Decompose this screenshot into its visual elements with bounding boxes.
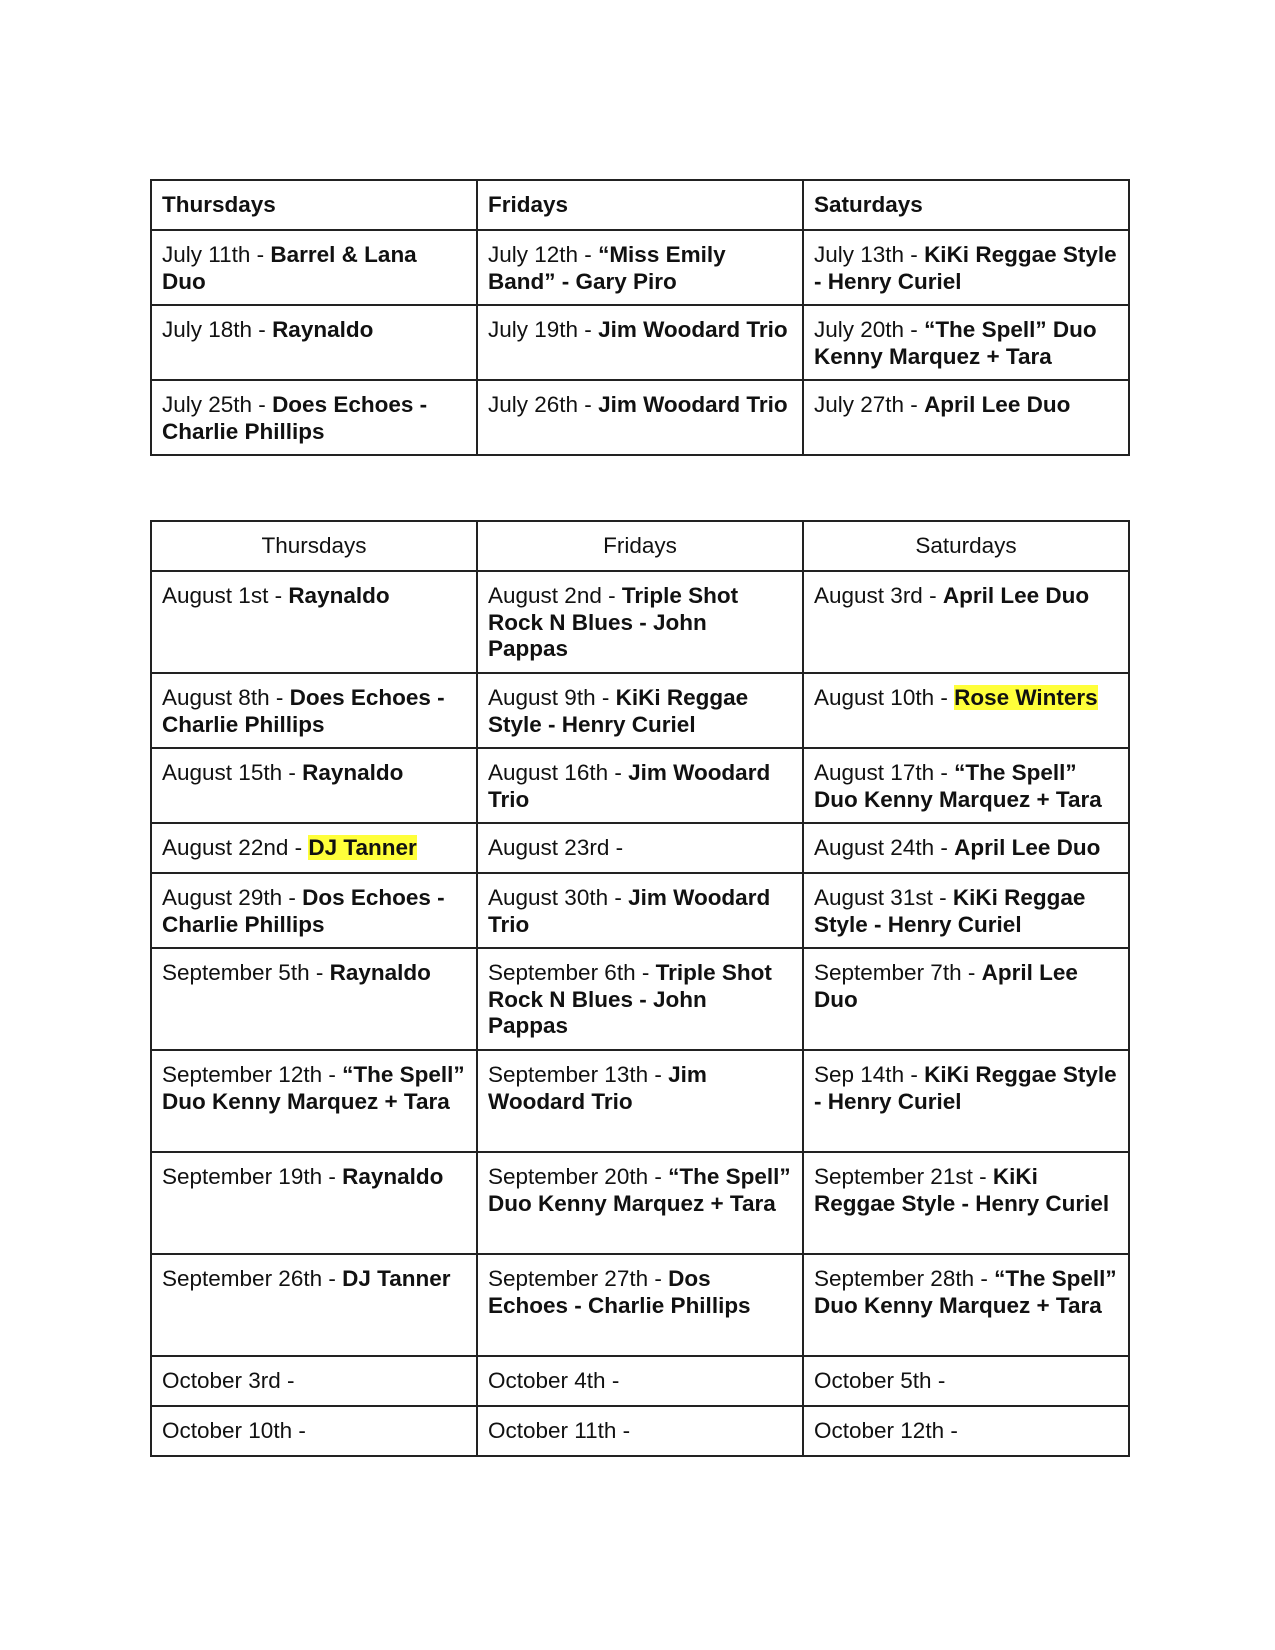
schedule-cell: October 11th - — [477, 1406, 803, 1456]
header-thursdays: Thursdays — [151, 521, 477, 571]
schedule-cell: July 20th - “The Spell” Duo Kenny Marquez + Tara — [803, 305, 1129, 380]
table-row — [151, 571, 1129, 673]
header-saturdays: Saturdays — [803, 180, 1129, 230]
table-row — [151, 673, 1129, 748]
schedule-cell: August 8th - Does Echoes - Charlie Phillips — [151, 673, 477, 748]
table-row — [151, 823, 1129, 873]
schedule-cell: August 16th - Jim Woodard Trio — [477, 748, 803, 823]
header-fridays: Fridays — [477, 180, 803, 230]
header-saturdays: Saturdays — [803, 521, 1129, 571]
schedule-cell: September 26th - DJ Tanner — [151, 1254, 477, 1356]
schedule-cell: August 24th - April Lee Duo — [803, 823, 1129, 873]
schedule-cell: September 5th - Raynaldo — [151, 948, 477, 1050]
schedule-cell: August 23rd - — [477, 823, 803, 873]
schedule-cell: July 12th - “Miss Emily Band” - Gary Piro — [477, 230, 803, 305]
header-thursdays: Thursdays — [151, 180, 477, 230]
schedule-cell: September 6th - Triple Shot Rock N Blues - John Pappas — [477, 948, 803, 1050]
august-october-schedule-table — [150, 520, 1130, 1457]
table-row — [151, 748, 1129, 823]
schedule-cell: October 12th - — [803, 1406, 1129, 1456]
table-row — [151, 230, 1129, 305]
schedule-cell: August 3rd - April Lee Duo — [803, 571, 1129, 673]
schedule-cell: July 18th - Raynaldo — [151, 305, 477, 380]
schedule-cell: September 19th - Raynaldo — [151, 1152, 477, 1254]
schedule-cell: Sep 14th - KiKi Reggae Style - Henry Curiel — [803, 1050, 1129, 1152]
schedule-cell: September 12th - “The Spell” Duo Kenny Marquez + Tara — [151, 1050, 477, 1152]
schedule-cell: August 31st - KiKi Reggae Style - Henry Curiel — [803, 873, 1129, 948]
table-row — [151, 1356, 1129, 1406]
schedule-cell: July 19th - Jim Woodard Trio — [477, 305, 803, 380]
schedule-cell: August 17th - “The Spell” Duo Kenny Marquez + Tara — [803, 748, 1129, 823]
table-row — [151, 948, 1129, 1050]
schedule-cell: October 3rd - — [151, 1356, 477, 1406]
schedule-cell: July 27th - April Lee Duo — [803, 380, 1129, 455]
table-row — [151, 1254, 1129, 1356]
schedule-cell: July 25th - Does Echoes - Charlie Phillips — [151, 380, 477, 455]
schedule-cell: August 9th - KiKi Reggae Style - Henry Curiel — [477, 673, 803, 748]
table-row — [151, 305, 1129, 380]
header-fridays: Fridays — [477, 521, 803, 571]
schedule-cell: July 11th - Barrel & Lana Duo — [151, 230, 477, 305]
table-row — [151, 1050, 1129, 1152]
schedule-cell: August 10th - Rose Winters — [803, 673, 1129, 748]
schedule-cell: October 10th - — [151, 1406, 477, 1456]
schedule-cell: September 13th - Jim Woodard Trio — [477, 1050, 803, 1152]
schedule-cell: August 30th - Jim Woodard Trio — [477, 873, 803, 948]
schedule-cell: October 4th - — [477, 1356, 803, 1406]
schedule-cell: August 15th - Raynaldo — [151, 748, 477, 823]
july-schedule-table — [150, 179, 1130, 456]
table-header-row — [151, 521, 1129, 571]
schedule-cell: August 29th - Dos Echoes - Charlie Phillips — [151, 873, 477, 948]
table-row — [151, 1406, 1129, 1456]
highlighted-act: Rose Winters — [954, 685, 1098, 710]
table-row — [151, 1152, 1129, 1254]
schedule-cell: September 28th - “The Spell” Duo Kenny Marquez + Tara — [803, 1254, 1129, 1356]
schedule-cell: September 20th - “The Spell” Duo Kenny Marquez + Tara — [477, 1152, 803, 1254]
highlighted-act: DJ Tanner — [308, 835, 417, 860]
schedule-cell: August 22nd - DJ Tanner — [151, 823, 477, 873]
schedule-cell: September 7th - April Lee Duo — [803, 948, 1129, 1050]
table-row — [151, 380, 1129, 455]
table-row — [151, 873, 1129, 948]
schedule-cell: July 13th - KiKi Reggae Style - Henry Curiel — [803, 230, 1129, 305]
schedule-cell: August 1st - Raynaldo — [151, 571, 477, 673]
schedule-cell: September 27th - Dos Echoes - Charlie Phillips — [477, 1254, 803, 1356]
schedule-cell: August 2nd - Triple Shot Rock N Blues - John Pappas — [477, 571, 803, 673]
table-header-row — [151, 180, 1129, 230]
schedule-cell: July 26th - Jim Woodard Trio — [477, 380, 803, 455]
schedule-cell: October 5th - — [803, 1356, 1129, 1406]
schedule-cell: September 21st - KiKi Reggae Style - Henry Curiel — [803, 1152, 1129, 1254]
